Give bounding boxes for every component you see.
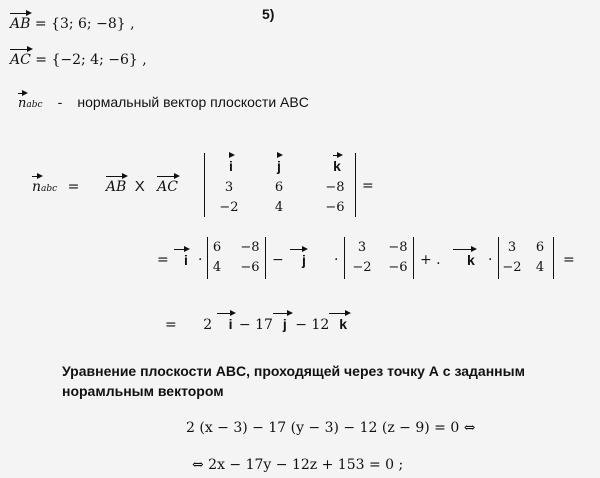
result-mid1: − 17 <box>238 317 273 333</box>
m1-c: 4 <box>212 260 222 275</box>
result-mid2: − 12 <box>295 317 330 333</box>
m3-a: 3 <box>507 240 517 255</box>
exp-minus: − <box>272 252 284 268</box>
m1-a: 6 <box>212 240 222 255</box>
normal-description-line <box>18 92 309 111</box>
det-r2-c1: 3 <box>224 180 234 195</box>
normal-dash: - <box>57 94 63 110</box>
m2-left-bar <box>344 237 345 279</box>
ac-value: = {−2; 4; −6} , <box>35 52 147 68</box>
m3-right-bar <box>553 237 554 279</box>
exp-lead-eq: = <box>157 252 169 268</box>
result-coef-i: 2 <box>203 317 213 333</box>
cross-ac: AC <box>157 179 178 195</box>
ac-vector-line <box>10 52 147 68</box>
exp-i: i <box>174 252 188 268</box>
m1-left-bar <box>207 237 208 279</box>
exp-dot2: · <box>334 252 339 268</box>
det-r3-c3: −6 <box>325 200 345 215</box>
ab-value: = {3; 6; −8} , <box>34 16 135 32</box>
m2-right-bar <box>413 237 414 279</box>
cross-n-subscript: abc <box>41 184 58 194</box>
m1-b: −8 <box>240 240 260 255</box>
m1-d: −6 <box>240 260 260 275</box>
m2-b: −8 <box>388 240 408 255</box>
m2-c: −2 <box>352 260 372 275</box>
exp-k: k <box>453 252 475 268</box>
plane-text-line2: норамльным вектором <box>62 383 224 399</box>
cross-lhs <box>32 178 178 195</box>
det-after-eq: = <box>362 178 374 194</box>
det-left-bar <box>204 153 205 217</box>
m1-right-bar <box>265 237 266 279</box>
normal-description: нормальный вектор плоскости ABC <box>77 94 309 110</box>
cross-eq: = <box>67 179 80 195</box>
plane-text-line1: Уравнение плоскости ABC, проходящей через точку А с заданным <box>62 363 525 379</box>
result-eq: = <box>165 317 177 333</box>
det-k: k <box>333 158 341 174</box>
m3-c: −2 <box>502 260 522 275</box>
det-r2-c3: −8 <box>325 180 345 195</box>
result-line <box>165 316 349 333</box>
det-j: j <box>277 158 281 174</box>
m3-left-bar <box>498 237 499 279</box>
problem-number: 5) <box>262 6 275 22</box>
exp-plus: + . <box>420 252 441 268</box>
m3-d: 4 <box>535 260 545 275</box>
det-r2-c2: 6 <box>274 180 284 195</box>
det-r3-c2: 4 <box>274 200 284 215</box>
equation-2: ⇔ 2x − 17y − 12z + 153 = 0 ; <box>192 457 404 473</box>
m2-a: 3 <box>357 240 367 255</box>
cross-ab: AB <box>105 179 127 195</box>
result-j: j <box>273 316 291 332</box>
normal-subscript: abc <box>26 100 43 110</box>
result-i: i <box>217 316 235 332</box>
cross-times: X <box>134 178 145 195</box>
exp-tail-eq: = <box>563 252 575 268</box>
det-i: i <box>229 158 233 174</box>
exp-dot3: · <box>488 252 493 268</box>
m2-d: −6 <box>388 260 408 275</box>
normal-symbol: n <box>18 96 27 111</box>
ac-label: AC <box>10 52 31 68</box>
ab-vector-line <box>10 16 135 32</box>
ab-label: AB <box>10 16 31 32</box>
exp-j: j <box>290 252 306 268</box>
m3-b: 6 <box>535 240 545 255</box>
equation-1: 2 (x − 3) − 17 (y − 3) − 12 (z − 9) = 0 ⇔ <box>186 420 476 436</box>
det-right-bar <box>355 153 356 217</box>
det-r3-c1: −2 <box>219 200 239 215</box>
result-k: k <box>329 316 349 332</box>
cross-n-symbol: n <box>32 179 42 195</box>
exp-dot1: · <box>198 252 203 268</box>
